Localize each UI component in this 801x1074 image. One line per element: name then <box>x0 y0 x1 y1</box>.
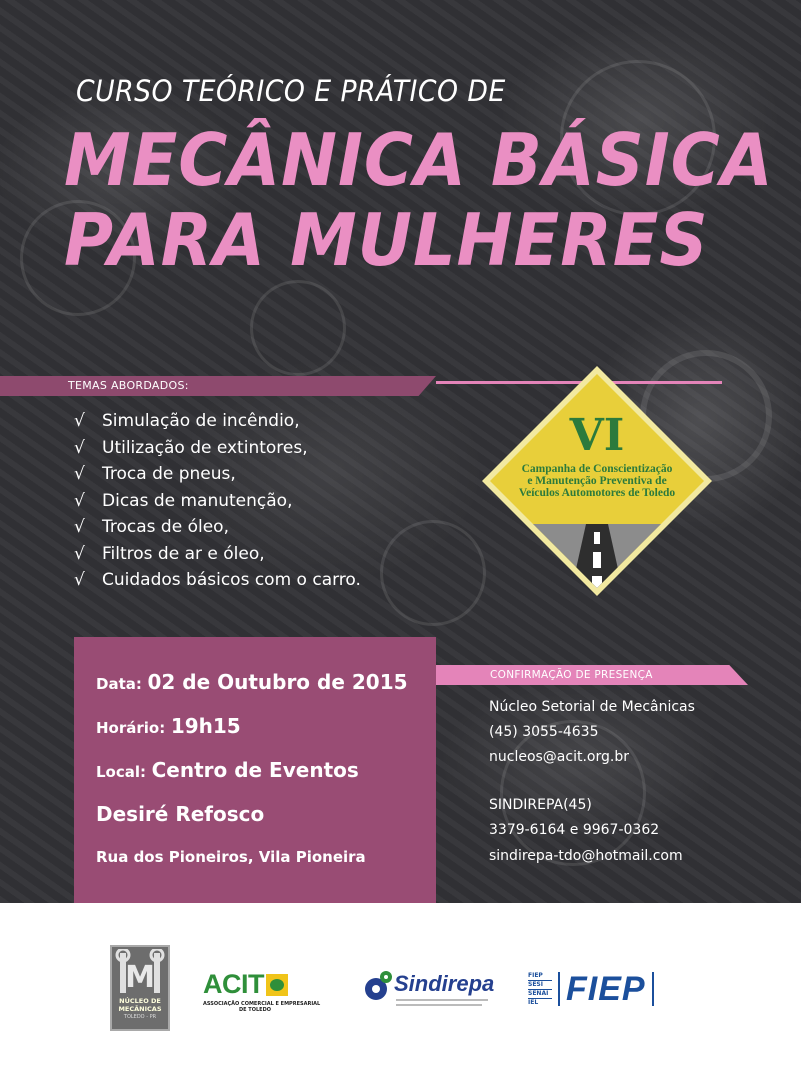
topic-label: Troca de pneus, <box>102 464 236 485</box>
gear-icon <box>362 969 394 1003</box>
topics-heading-band <box>0 376 436 396</box>
engine-part-decoration <box>250 280 346 376</box>
place-label: Local: <box>96 763 147 781</box>
event-place-name <box>96 802 264 826</box>
acit-emblem-icon <box>266 974 288 996</box>
topic-label: Filtros de ar e óleo, <box>102 543 265 564</box>
campaign-badge <box>482 366 712 596</box>
campaign-numeral: VI <box>569 410 625 461</box>
acit-name: ACIT <box>203 969 264 999</box>
stack-label: SESI <box>528 981 552 990</box>
sindirepa-tagline-decoration <box>396 999 488 1001</box>
engine-part-decoration <box>500 720 646 866</box>
contact-phone-nucleo: (45) 3055-4635 <box>489 724 599 740</box>
topic-label: Trocas de óleo, <box>102 517 229 538</box>
sindirepa-tagline-decoration <box>396 1004 482 1006</box>
check-icon: √ <box>74 437 85 458</box>
check-icon: √ <box>74 411 85 432</box>
list-item <box>74 408 361 435</box>
nucleo-letter: M <box>125 960 155 995</box>
list-item <box>74 435 361 462</box>
date-label: Data: <box>96 675 142 693</box>
check-icon: √ <box>74 490 85 511</box>
check-icon: √ <box>74 464 85 485</box>
fiep-system-stack <box>528 972 552 1007</box>
contact-email-sindirepa: sindirepa-tdo@hotmail.com <box>489 848 683 864</box>
date-value: 02 de Outubro de 2015 <box>147 670 408 694</box>
sindirepa-name: Sindirepa <box>394 971 495 996</box>
acit-tagline1: ASSOCIAÇÃO COMERCIAL E EMPRESARIAL <box>203 1001 321 1007</box>
fiep-divider <box>558 972 560 1006</box>
event-place <box>96 758 359 782</box>
list-item <box>74 461 361 488</box>
contact-email-nucleo: nucleos@acit.org.br <box>489 749 629 765</box>
contact-phone-sindirepa: 3379-6164 e 9967-0362 <box>489 822 660 838</box>
stack-label: SENAI <box>528 990 552 999</box>
campaign-line3: Veículos Automotores de Toledo <box>518 487 676 499</box>
list-item <box>74 488 361 515</box>
place-value: Centro de Eventos <box>151 758 359 782</box>
list-item <box>74 514 361 541</box>
place-name: Desiré Refosco <box>96 802 265 826</box>
topic-label: Cuidados básicos com o carro. <box>102 570 361 591</box>
time-value: 19h15 <box>170 714 241 738</box>
event-address <box>96 847 366 866</box>
stack-label: FIEP <box>528 972 552 981</box>
check-icon: √ <box>74 543 85 564</box>
campaign-diamond-icon <box>482 366 712 596</box>
topics-heading: TEMAS ABORDADOS: <box>68 379 189 392</box>
course-title-line1: MECÂNICA BÁSICA <box>64 118 774 202</box>
acit-logo <box>203 969 321 1017</box>
check-icon: √ <box>74 517 85 538</box>
topic-label: Utilização de extintores, <box>102 437 308 458</box>
fiep-divider <box>652 972 654 1006</box>
nucleo-logo <box>110 945 170 1031</box>
sponsors-footer <box>0 903 801 1074</box>
campaign-line2: e Manutenção Preventiva de <box>527 475 667 487</box>
nucleo-line2: MECÂNICAS <box>118 1005 162 1013</box>
wrench-icon <box>112 949 168 997</box>
event-time <box>96 714 241 738</box>
course-subtitle: CURSO TEÓRICO E PRÁTICO DE <box>76 74 506 108</box>
contact-org-sindirepa: SINDIREPA(45) <box>489 797 592 813</box>
fiep-logo <box>528 969 692 1009</box>
nucleo-line3: TOLEDO - PR <box>123 1014 157 1020</box>
sindirepa-logo <box>362 965 495 1015</box>
check-icon: √ <box>74 570 85 591</box>
confirmation-heading: CONFIRMAÇÃO DE PRESENÇA <box>490 669 653 681</box>
topics-list <box>74 408 361 594</box>
course-title-line2: PARA MULHERES <box>64 198 709 282</box>
stack-label: IEL <box>528 998 539 1006</box>
address-text: Rua dos Pioneiros, Vila Pioneira <box>96 848 366 866</box>
campaign-line1: Campanha de Conscientização <box>521 463 673 475</box>
list-item <box>74 541 361 568</box>
nucleo-line1: NÚCLEO DE <box>119 997 161 1005</box>
topic-label: Simulação de incêndio, <box>102 411 300 432</box>
event-date <box>96 670 408 694</box>
time-label: Horário: <box>96 719 166 737</box>
acit-tagline2: DE TOLEDO <box>239 1007 271 1013</box>
list-item <box>74 567 361 594</box>
fiep-name: FIEP <box>566 969 646 1008</box>
event-info-box <box>74 637 436 903</box>
engine-part-decoration <box>380 520 486 626</box>
contact-org-nucleo: Núcleo Setorial de Mecânicas <box>489 699 695 715</box>
topic-label: Dicas de manutenção, <box>102 490 293 511</box>
